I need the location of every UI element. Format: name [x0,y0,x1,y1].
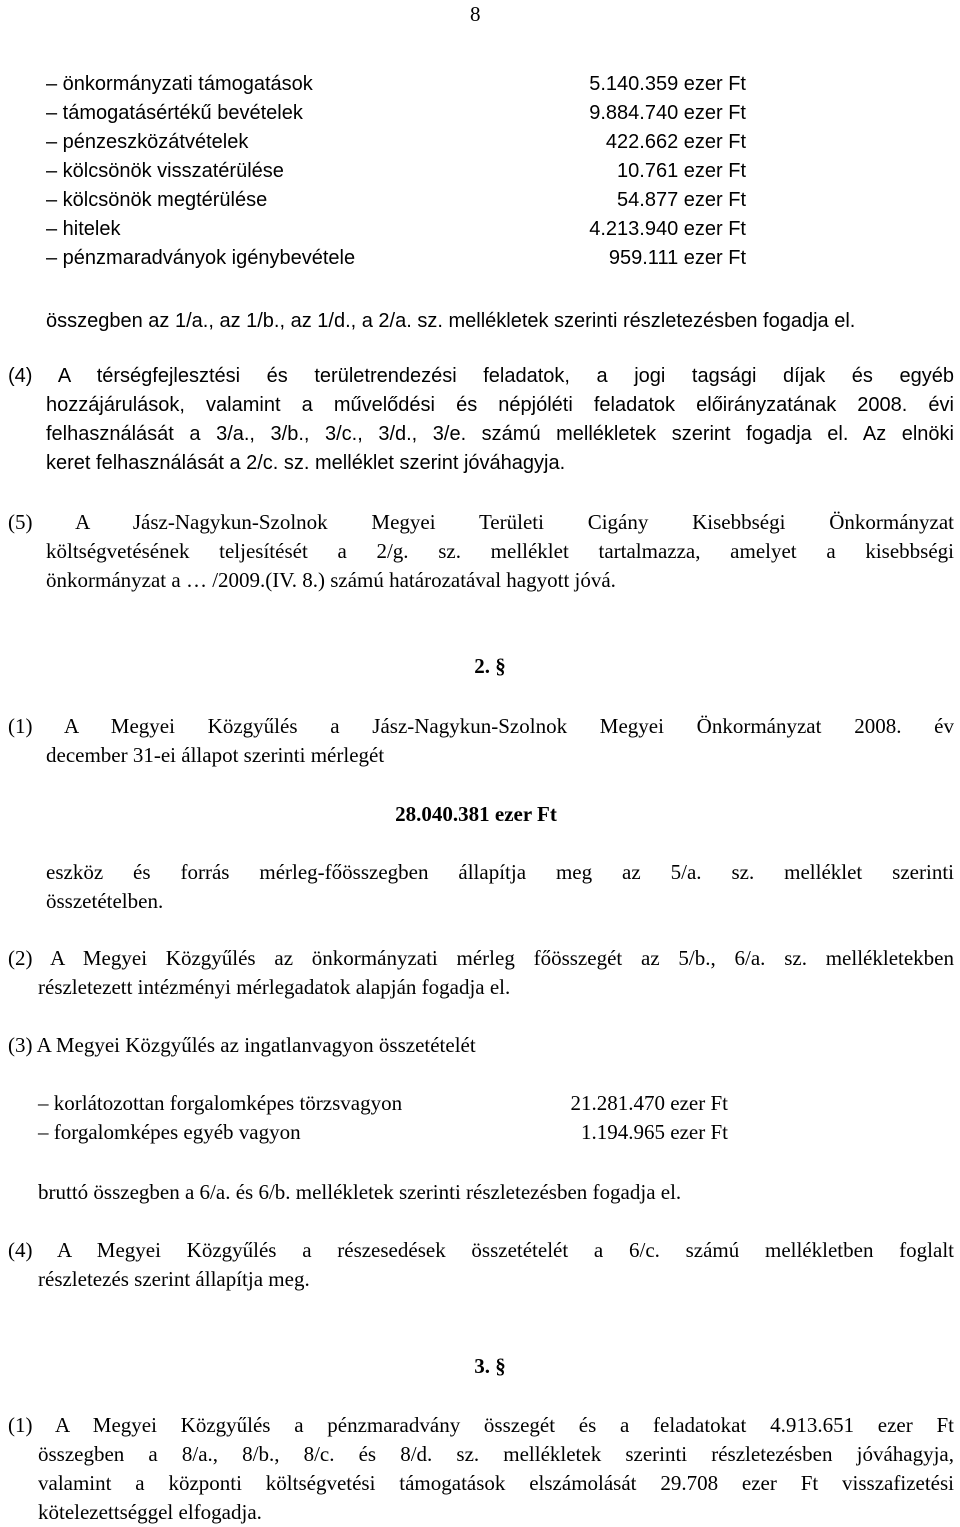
list-item [46,215,746,244]
item-amount: 5.140.359 ezer Ft [589,73,746,95]
paragraph-line: (4) A Megyei Közgyűlés a részesedések összetételét a 6/c. számú mellékletben foglalt [8,1238,954,1262]
income-summary: összegben az 1/a., az 1/b., az 1/d., a 2/a. sz. mellékletek szerinti részletezésben fogadja el. [46,310,856,332]
item-label: – pénzeszközátvételek [46,131,249,153]
list-item [46,244,746,273]
paragraph-line: valamint a központi költségvetési támogatások elszámolását 29.708 ezer Ft visszafizetési [38,1471,954,1495]
item-amount: 959.111 ezer Ft [608,247,746,269]
item-amount: 10.761 ezer Ft [617,160,746,182]
paragraph-line: összegben a 8/a., 8/b., 8/c. és 8/d. sz. mellékletek szerinti részletezésben jóváhagyja, [38,1442,954,1466]
list-item [46,128,746,157]
paragraph-line: összetételben. [46,889,164,913]
paragraph-line: (1) A Megyei Közgyűlés a Jász-Nagykun-Szolnok Megyei Önkormányzat 2008. év [8,714,954,738]
item-amount: 21.281.470 ezer Ft [570,1091,728,1115]
item-label: – korlátozottan forgalomképes törzsvagyon [38,1091,403,1115]
item-amount: 54.877 ezer Ft [617,189,746,211]
paragraph-line: (3) A Megyei Közgyűlés az ingatlanvagyon összetételét [8,1033,476,1057]
asset-list [38,1089,728,1147]
list-item [46,70,746,99]
item-label: – kölcsönök megtérülése [46,189,268,211]
paragraph-line: részletezett intézményi mérlegadatok alapján fogadja el. [38,975,511,999]
list-item [46,186,746,215]
item-amount: 422.662 ezer Ft [605,131,746,153]
section-heading-2: 2. § [474,654,506,678]
section-heading-3: 3. § [474,1354,506,1378]
item-amount: 1.194.965 ezer Ft [581,1120,728,1144]
list-item [38,1118,728,1147]
paragraph-line: (1) A Megyei Közgyűlés a pénzmaradvány összegét és a feladatokat 4.913.651 ezer Ft [8,1413,954,1437]
paragraph-line: keret felhasználását a 2/c. sz. melléklet szerint jóváhagyja. [46,452,566,474]
item-label: – pénzmaradványok igénybevétele [46,247,356,269]
paragraph-line: (5) A Jász-Nagykun-Szolnok Megyei Területi Cigány Kisebbségi Önkormányzat [8,510,954,534]
item-label: – önkormányzati támogatások [46,73,313,95]
paragraph-line: hozzájárulások, valamint a művelődési és népjóléti feladatok előirányzatának 2008. évi [46,394,954,416]
paragraph-line: eszköz és forrás mérleg-főösszegben állapítja meg az 5/a. sz. melléklet szerinti [46,860,954,884]
paragraph-line: felhasználását a 3/a., 3/b., 3/c., 3/d., 3/e. számú mellékletek szerint fogadja el. Az elnöki [46,423,954,445]
item-label: – hitelek [46,218,121,240]
list-item [46,157,746,186]
list-item [38,1089,728,1118]
item-amount: 4.213.940 ezer Ft [589,218,746,240]
paragraph-line: (2) A Megyei Közgyűlés az önkormányzati mérleg főösszegét az 5/b., 6/a. sz. mellékletekben [8,946,954,970]
paragraph-line: (4) A térségfejlesztési és területrendezési feladatok, a jogi tagsági díjak és egyéb [8,365,954,387]
paragraph-line: december 31-ei állapot szerinti mérlegét [46,743,385,767]
balance-total: 28.040.381 ezer Ft [395,802,557,826]
item-label: – támogatásértékű bevételek [46,102,303,124]
paragraph-line: költségvetésének teljesítését a 2/g. sz. melléklet tartalmazza, amelyet a kisebbségi [46,539,954,563]
income-list [46,70,746,273]
list-item [46,99,746,128]
paragraph-line: bruttó összegben a 6/a. és 6/b. mellékletek szerinti részletezésben fogadja el. [38,1180,682,1204]
paragraph-line: önkormányzat a … /2009.(IV. 8.) számú határozatával hagyott jóvá. [46,568,616,592]
item-label: – kölcsönök visszatérülése [46,160,284,182]
item-label: – forgalomképes egyéb vagyon [38,1120,301,1144]
paragraph-line: kötelezettséggel elfogadja. [38,1500,262,1524]
item-amount: 9.884.740 ezer Ft [589,102,746,124]
page-number: 8 [470,2,481,26]
paragraph-line: részletezés szerint állapítja meg. [38,1267,310,1291]
